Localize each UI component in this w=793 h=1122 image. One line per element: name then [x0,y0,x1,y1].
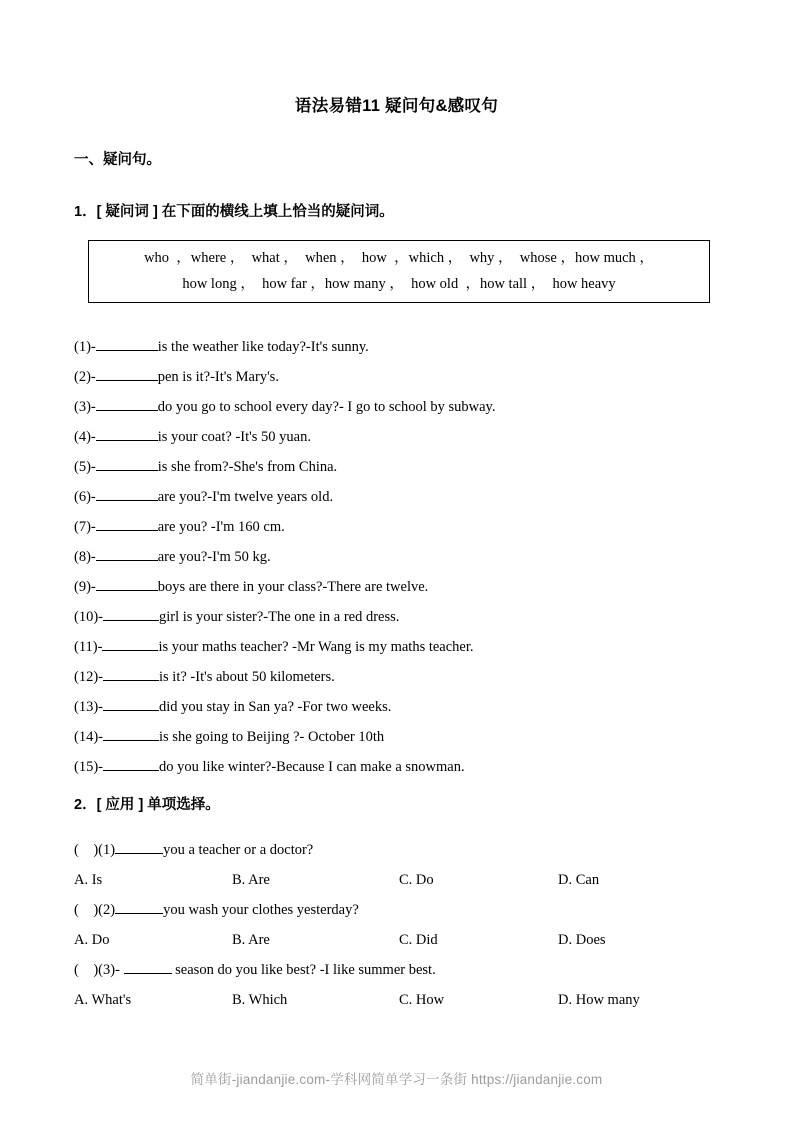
fill-in-blank-item [74,482,734,512]
item-number: (5)- [74,459,96,475]
answer-blank[interactable] [96,396,158,411]
item-number: (13)- [74,699,103,715]
item-number: (4)- [74,429,96,445]
mc-option[interactable]: B. Are [232,932,270,948]
item-text: is it? -It's about 50 kilometers. [159,669,335,685]
mc-stem-text: you a teacher or a doctor? [163,842,314,858]
fill-in-blank-item [74,752,734,782]
item-text: are you?-I'm twelve years old. [157,489,334,505]
fill-in-blank-item [74,542,734,572]
fill-in-blank-item [74,452,734,482]
word-bank-box [88,240,710,303]
answer-blank[interactable] [103,756,159,771]
fill-in-blank-list [74,332,734,782]
mc-question-stem [74,835,734,865]
mc-option[interactable]: C. Did [399,932,438,948]
mc-option-row [74,865,734,895]
mc-answer-bracket[interactable]: ( )(2) [74,902,116,918]
mc-option[interactable]: A. Is [74,872,103,888]
mc-option[interactable]: C. Do [399,872,434,888]
answer-blank[interactable] [103,726,159,741]
item-number: (6)- [74,489,96,505]
multiple-choice-list [74,835,734,1015]
mc-option[interactable]: A. Do [74,932,110,948]
item-text: did you stay in San ya? -For two weeks. [159,699,392,715]
item-text: is the weather like today?-It's sunny. [157,339,369,355]
section-heading-interrogative: 一、疑问句。 [74,152,161,168]
page-title: 语法易错11 疑问句&感叹句 [294,97,499,115]
mc-option[interactable]: B. Are [232,872,270,888]
item-text: boys are there in your class?-There are twelve. [157,579,429,595]
fill-in-blank-item [74,422,734,452]
fill-in-blank-item [74,662,734,692]
item-number: (9)- [74,579,96,595]
answer-blank[interactable] [96,486,158,501]
answer-blank[interactable] [96,336,158,351]
exercise-2-heading: 2．[ 应用 ] 单项选择。 [74,797,220,813]
footer-watermark: 简单街-jiandanjie.com-学科网简单学习一条街 https://jiandanjie.com [190,1072,603,1087]
item-text: is she going to Beijing ?- October 10th [159,729,385,745]
mc-answer-bracket[interactable]: ( )(3)- [74,962,124,978]
fill-in-blank-item [74,512,734,542]
answer-blank[interactable] [102,636,158,651]
mc-inline-blank[interactable] [124,959,172,974]
mc-option[interactable]: D. How many [558,992,640,1008]
mc-option[interactable]: A. What's [74,992,132,1008]
mc-option[interactable]: D. Does [558,932,606,948]
item-text: do you like winter?-Because I can make a snowman. [159,759,465,775]
item-number: (7)- [74,519,96,535]
answer-blank[interactable] [96,516,158,531]
answer-blank[interactable] [103,666,159,681]
mc-option[interactable]: B. Which [232,992,288,1008]
answer-blank[interactable] [96,576,158,591]
fill-in-blank-item [74,362,734,392]
mc-option-row [74,985,734,1015]
item-number: (1)- [74,339,96,355]
mc-stem-text: season do you like best? -I like summer best. [171,962,436,978]
item-text: do you go to school every day?- I go to school by subway. [157,399,496,415]
word-bank-line-1: who ，where ， what ， when ， how ，which ， why ， whose ，how much ， [144,250,654,267]
item-number: (10)- [74,609,103,625]
mc-inline-blank[interactable] [115,899,163,914]
fill-in-blank-item [74,392,734,422]
item-text: pen is it?-It's Mary's. [157,369,279,385]
mc-question-stem [74,955,734,985]
exercise-1-heading: 1．[ 疑问词 ] 在下面的横线上填上恰当的疑问词。 [74,204,394,220]
answer-blank[interactable] [103,606,159,621]
answer-blank[interactable] [103,696,159,711]
fill-in-blank-item [74,632,734,662]
item-number: (12)- [74,669,103,685]
item-number: (2)- [74,369,96,385]
item-number: (15)- [74,759,103,775]
fill-in-blank-item [74,692,734,722]
answer-blank[interactable] [96,426,158,441]
mc-answer-bracket[interactable]: ( )(1) [74,842,116,858]
item-number: (11)- [74,639,103,655]
word-bank-line-2: how long ， how far ，how many ， how old ，how tall ， how heavy [182,275,616,292]
fill-in-blank-item [74,332,734,362]
item-text: is she from?-She's from China. [157,459,338,475]
item-text: is your coat? -It's 50 yuan. [157,429,311,445]
item-text: girl is your sister?-The one in a red dress. [159,609,400,625]
fill-in-blank-item [74,722,734,752]
item-text: are you?-I'm 50 kg. [157,549,271,565]
mc-inline-blank[interactable] [115,839,163,854]
item-text: are you? -I'm 160 cm. [157,519,285,535]
answer-blank[interactable] [96,546,158,561]
fill-in-blank-item [74,572,734,602]
item-number: (14)- [74,729,103,745]
item-text: is your maths teacher? -Mr Wang is my maths teacher. [158,639,474,655]
answer-blank[interactable] [96,456,158,471]
mc-stem-text: you wash your clothes yesterday? [163,902,359,918]
item-number: (8)- [74,549,96,565]
item-number: (3)- [74,399,96,415]
mc-option-row [74,925,734,955]
mc-option[interactable]: D. Can [558,872,600,888]
mc-option[interactable]: C. How [399,992,445,1008]
fill-in-blank-item [74,602,734,632]
answer-blank[interactable] [96,366,158,381]
mc-question-stem [74,895,734,925]
